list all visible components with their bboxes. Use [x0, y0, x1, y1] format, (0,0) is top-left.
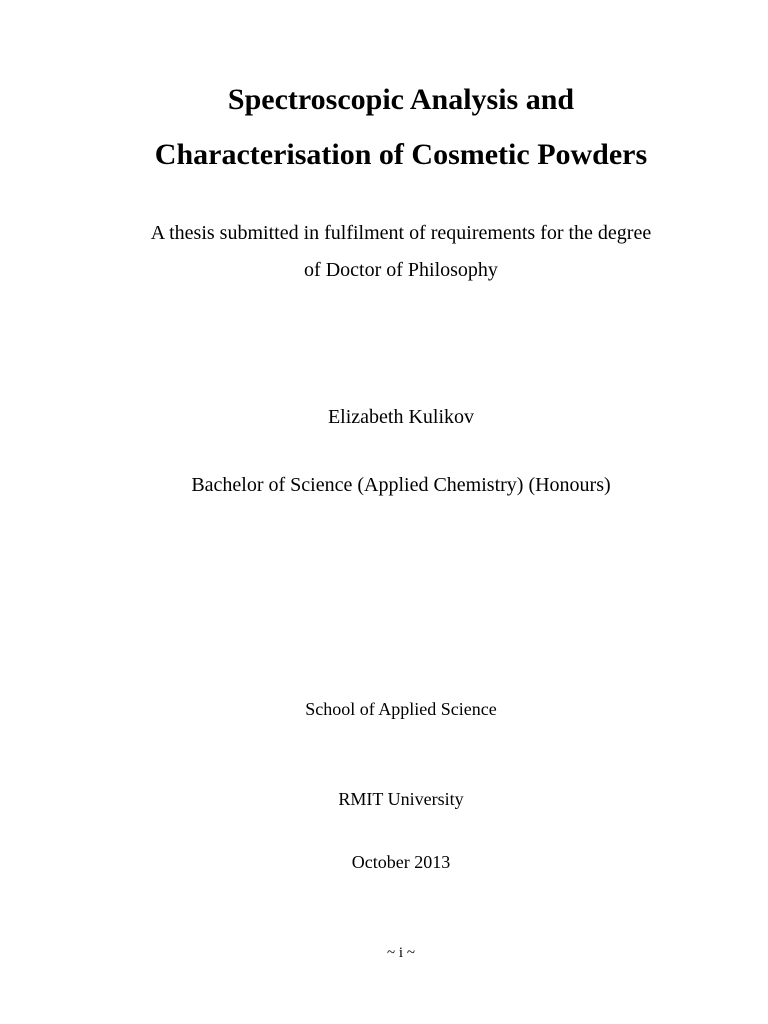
thesis-title-line-2: Characterisation of Cosmetic Powders [154, 138, 648, 171]
school-name: School of Applied Science [305, 699, 497, 719]
thesis-title-line-1: Spectroscopic Analysis and [227, 83, 575, 116]
author-name: Elizabeth Kulikov [327, 406, 475, 428]
thesis-statement-line-2: of Doctor of Philosophy [304, 259, 498, 281]
thesis-statement-line-1: A thesis submitted in fulfilment of requirements for the degree [150, 222, 652, 244]
author-degree: Bachelor of Science (Applied Chemistry) (Honours) [191, 474, 611, 496]
university-name: RMIT University [338, 789, 464, 809]
submission-date: October 2013 [351, 852, 451, 872]
page-number: ~ i ~ [387, 945, 415, 961]
